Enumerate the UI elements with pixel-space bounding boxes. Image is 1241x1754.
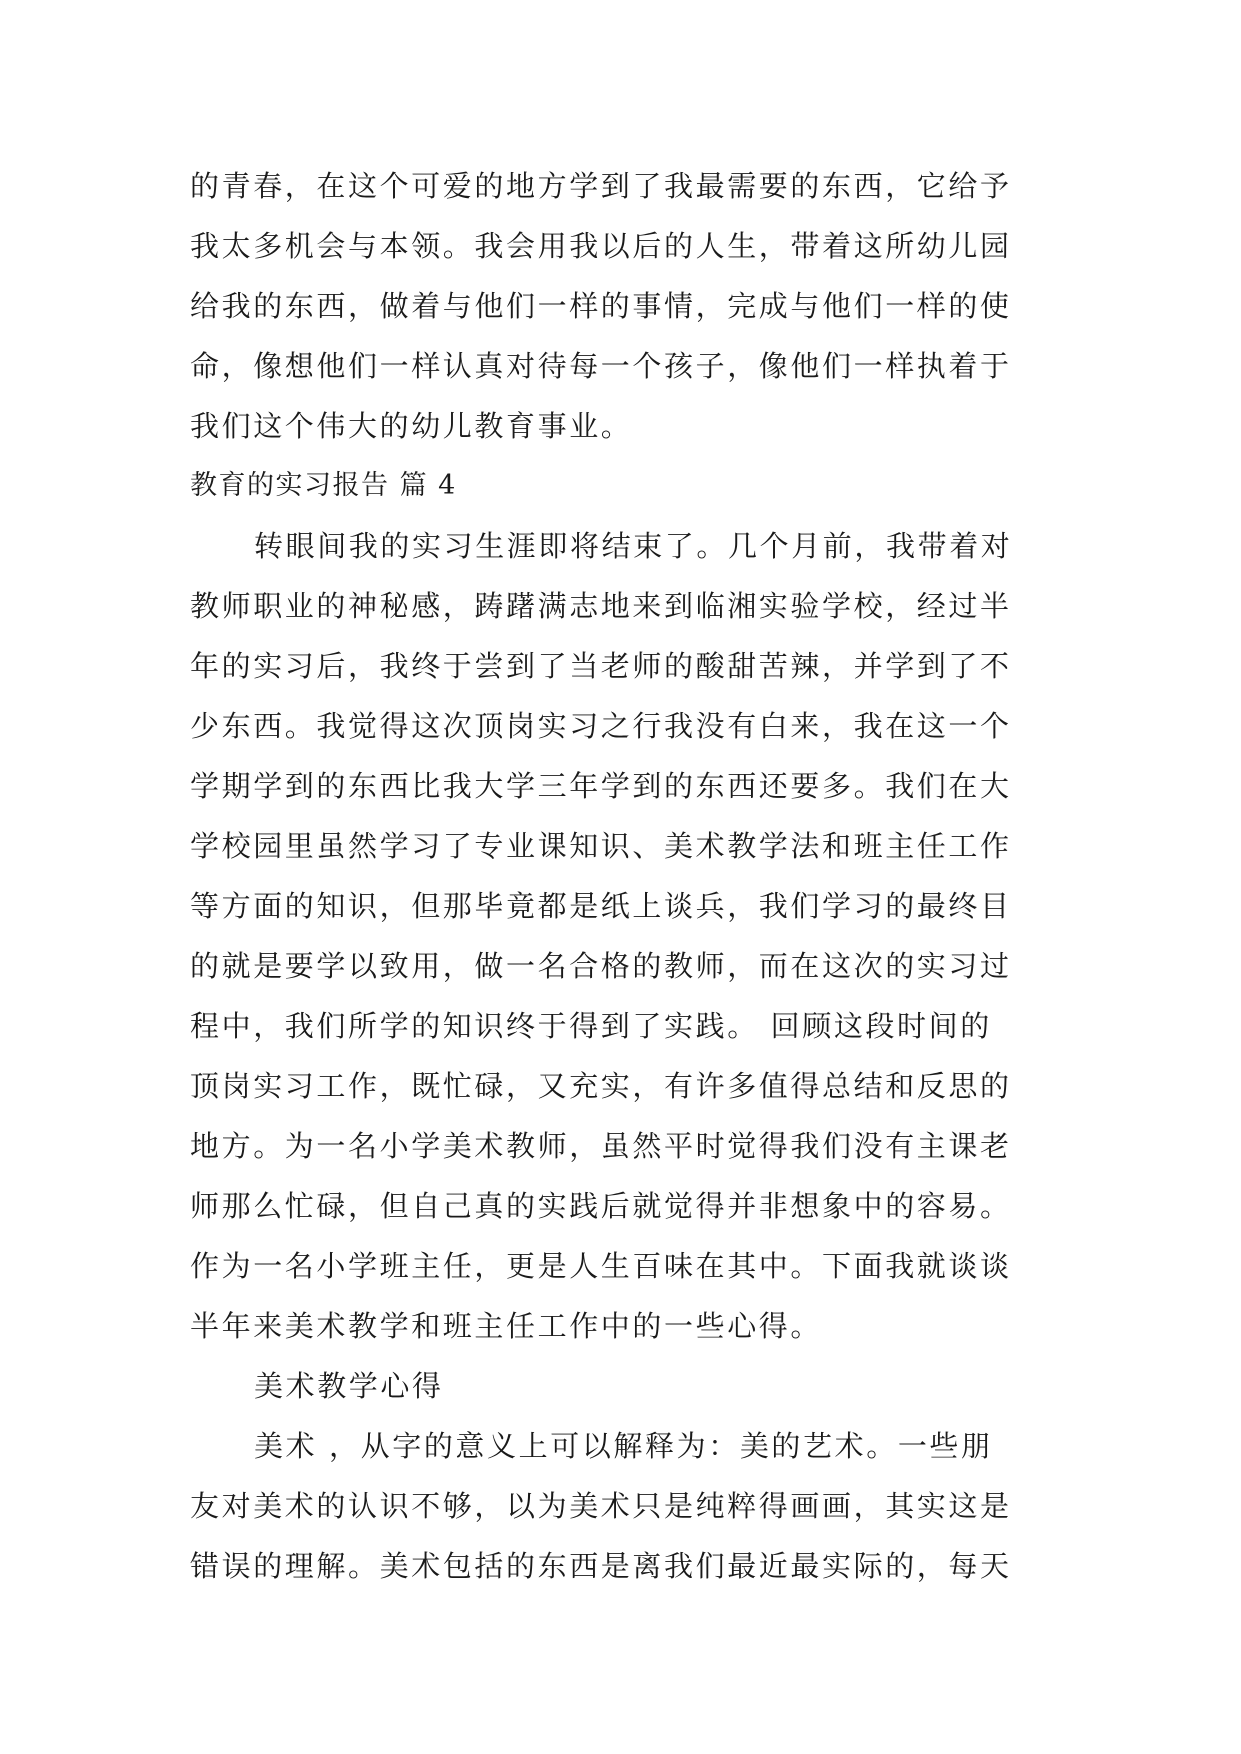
text-line: 友对美术的认识不够，以为美术只是纯粹得画画，其实这是 (190, 1489, 1012, 1523)
text-line: 转眼间我的实习生涯即将结束了。几个月前，我带着对 (254, 529, 1013, 563)
text-line: 程中，我们所学的知识终于得到了实践。 回顾这段时间的 (190, 1009, 992, 1043)
text-line: 作为一名小学班主任，更是人生百味在其中。下面我就谈谈 (190, 1249, 1012, 1283)
paragraph (190, 516, 1050, 1356)
paragraph (190, 1416, 1050, 1596)
text-line: 美术 ，从字的意义上可以解释为：美的艺术。一些朋 (254, 1429, 993, 1463)
text-line: 师那么忙碌，但自己真的实践后就觉得并非想象中的容易。 (190, 1189, 1012, 1223)
text-line: 学校园里虽然学习了专业课知识、美术教学法和班主任工作 (190, 829, 1012, 863)
text-line: 的青春，在这个可爱的地方学到了我最需要的东西，它给予 (190, 169, 1012, 203)
text-line: 等方面的知识，但那毕竟都是纸上谈兵，我们学习的最终目 (190, 889, 1012, 923)
text-line: 命，像想他们一样认真对待每一个孩子，像他们一样执着于 (190, 349, 1012, 383)
text-line: 少东西。我觉得这次顶岗实习之行我没有白来，我在这一个 (190, 709, 1012, 743)
text-line: 地方。为一名小学美术教师，虽然平时觉得我们没有主课老 (190, 1129, 1012, 1163)
text-line: 错误的理解。美术包括的东西是离我们最近最实际的，每天 (190, 1549, 1012, 1583)
text-line: 顶岗实习工作，既忙碌，又充实，有许多值得总结和反思的 (190, 1069, 1012, 1103)
text-line: 年的实习后，我终于尝到了当老师的酸甜苦辣，并学到了不 (190, 649, 1012, 683)
text-line: 半年来美术教学和班主任工作中的一些心得。 (190, 1309, 823, 1343)
text-line: 学期学到的东西比我大学三年学到的东西还要多。我们在大 (190, 769, 1012, 803)
document-body (190, 156, 1050, 1596)
text-line: 我太多机会与本领。我会用我以后的人生，带着这所幼儿园 (190, 229, 1012, 263)
text-line: 我们这个伟大的幼儿教育事业。 (190, 409, 633, 443)
text-line: 的就是要学以致用，做一名合格的教师，而在这次的实习过 (190, 949, 1012, 983)
previous-paragraph (190, 156, 1050, 456)
text-line: 给我的东西，做着与他们一样的事情，完成与他们一样的使 (190, 289, 1012, 323)
subheading: 美术教学心得 (254, 1369, 444, 1403)
text-line: 教师职业的神秘感，踌躇满志地来到临湘实验学校，经过半 (190, 589, 1012, 623)
section-heading: 教育的实习报告 篇 4 (190, 470, 457, 501)
